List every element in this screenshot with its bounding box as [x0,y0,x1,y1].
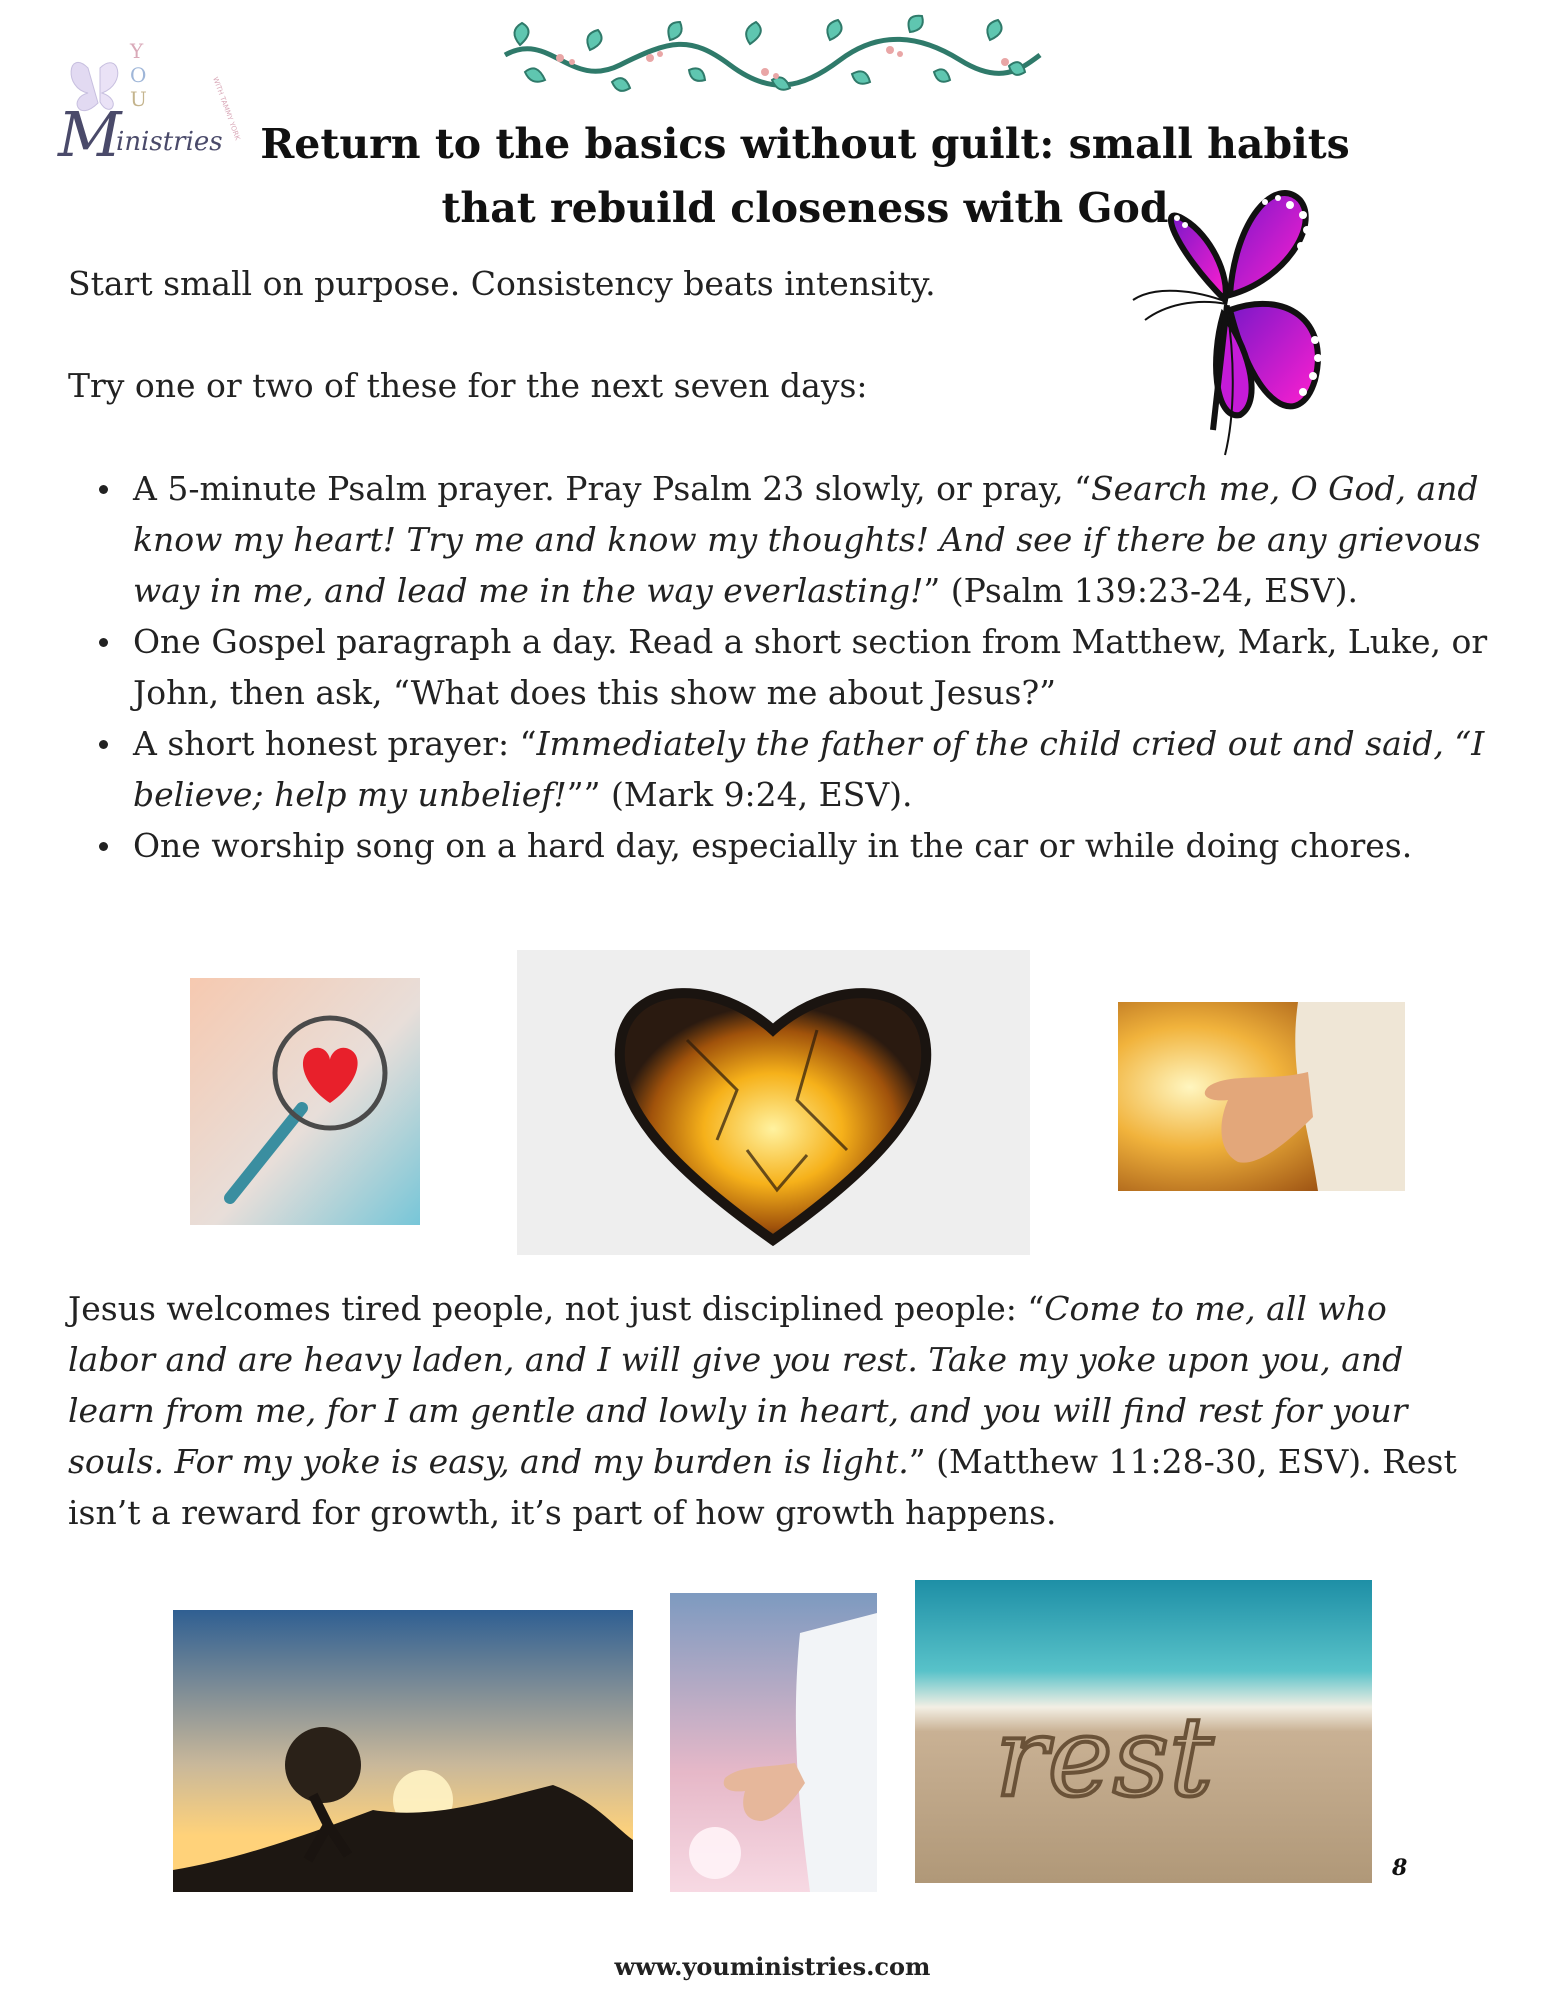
intro-line-1: Start small on purpose. Consistency beats intensity. [68,264,936,303]
closing-paragraph: Jesus welcomes tired people, not just disciplined people: “Come to me, all who labor and are heavy laden, and I will give you rest. Take my yoke upon you, and learn from me, for I am gentle and lowly in heart, and you will find rest for your souls. For my yoke is easy, and my burden is light.” (Matthew 11:28-30, ESV). Rest isn’t a reward for growth, it’s part of how growth happens. [68,1289,1457,1532]
glass-heart-photo [517,950,1030,1255]
list-item: One Gospel paragraph a day. Read a short section from Matthew, Mark, Luke, or John, then ask, “What does this show me about Jesus?” [133,616,1533,718]
list-item: A 5-minute Psalm prayer. Pray Psalm 23 slowly, or pray, “Search me, O God, and know my heart! Try me and know my thoughts! And see if there be any grievous way in me, and lead me in the way everlasting!” (Psalm 139:23-24, ESV). [133,463,1533,616]
website-url[interactable]: www.youministries.com [614,1952,931,1981]
vine-decoration [500,10,1045,105]
logo-tagline: WITH TAMMY YORK [211,75,242,142]
logo-letter-y: Y [130,39,144,63]
reaching-hand-photo [670,1593,877,1892]
magnifier-heart-photo [190,978,420,1225]
logo-letter-u: U [130,87,147,111]
ministry-logo [58,38,242,213]
rest-in-sand-photo [915,1580,1372,1883]
logo-wordmark: inistries [116,127,223,157]
habits-list [68,463,1533,871]
outstretched-hand-photo [1118,1002,1405,1191]
list-item: One worship song on a hard day, especially in the car or while doing chores. [133,820,1533,871]
page-title: Return to the basics without guilt: small habits that rebuild closeness with God [260,120,1350,232]
logo-m: M [58,98,122,171]
intro-line-2: Try one or two of these for the next seven days: [68,366,868,405]
list-item: A short honest prayer: “Immediately the father of the child cried out and said, “I believe; help my unbelief!”” (Mark 9:24, ESV). [133,718,1533,820]
logo-letter-o: O [130,63,147,87]
boulder-climb-photo [173,1610,633,1892]
rest-sand-text: rest [995,1693,1214,1821]
page-number: 8 [1392,1855,1408,1881]
butterfly-illustration [1115,180,1345,460]
